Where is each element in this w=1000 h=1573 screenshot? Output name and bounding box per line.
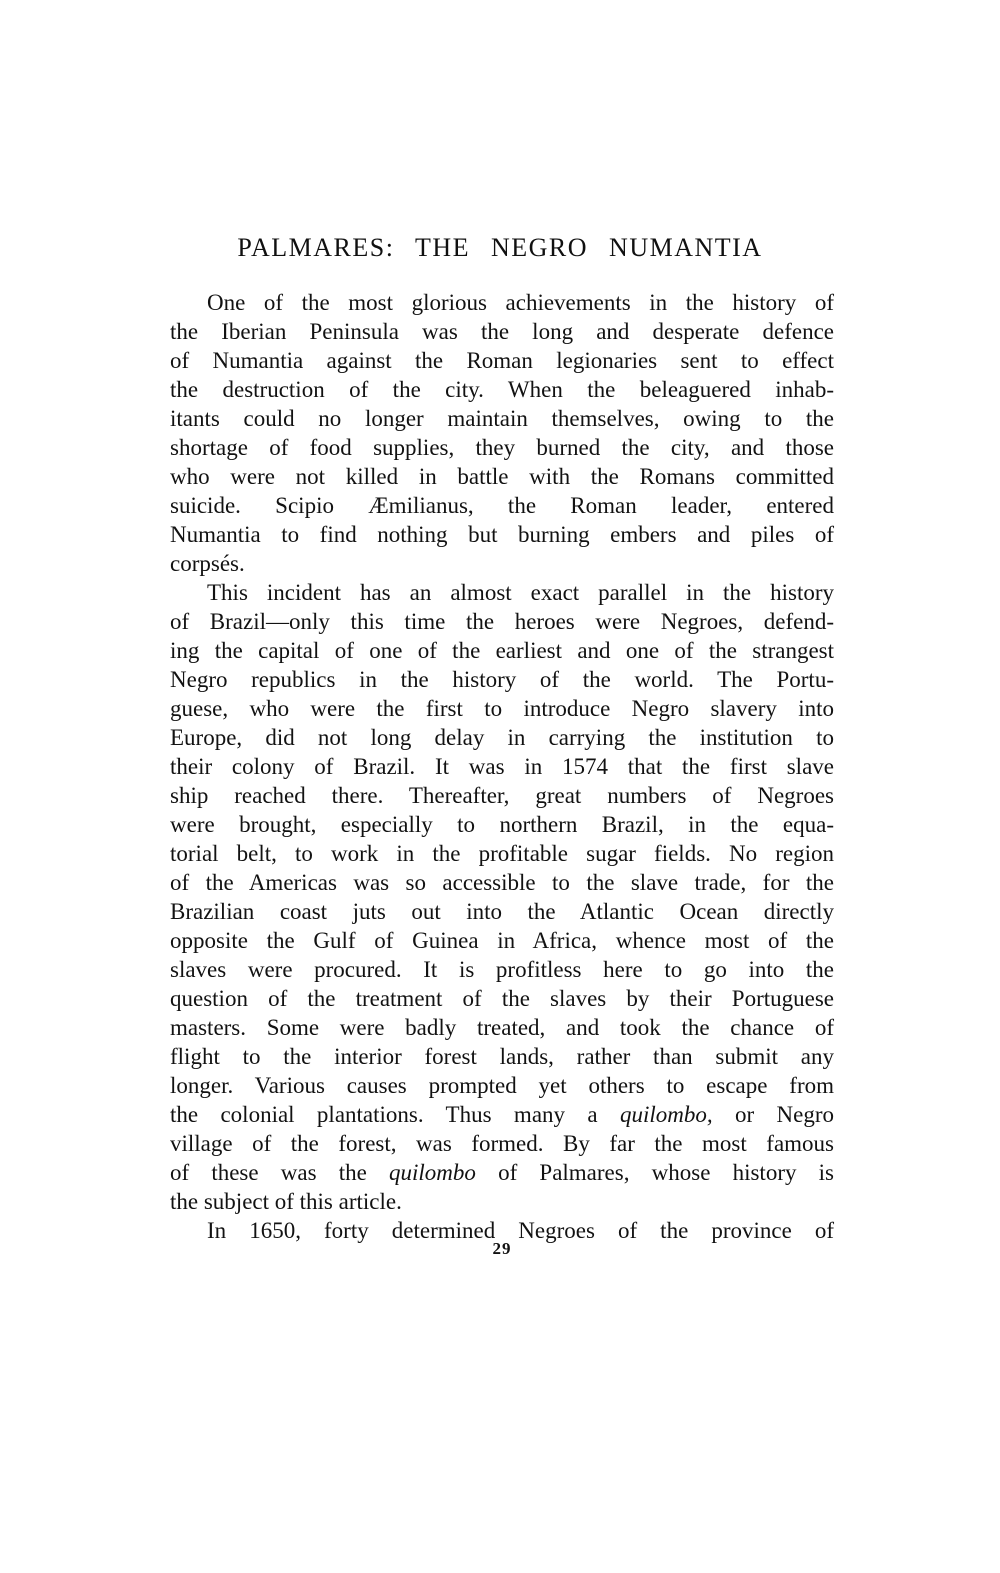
text-line: Europe, did not long delay in carrying the institution to: [170, 725, 834, 750]
text-line: masters. Some were badly treated, and took the chance of: [170, 1015, 834, 1040]
text-line: who were not killed in battle with the Romans committed: [170, 464, 834, 489]
text-line: of Numantia against the Roman legionaries sent to effect: [170, 348, 834, 373]
text-line: corpsés.: [170, 551, 245, 576]
text-line: One of the most glorious achievements in the history of: [207, 290, 834, 315]
text-line: Brazilian coast juts out into the Atlantic Ocean directly: [170, 899, 834, 924]
text-line: village of the forest, was formed. By far the most famous: [170, 1131, 834, 1156]
text-line: the destruction of the city. When the beleaguered inhab-: [170, 377, 834, 402]
text-line: ing the capital of one of the earliest and one of the strangest: [170, 638, 834, 663]
article-title: PALMARES: THE NEGRO NUMANTIA: [237, 233, 763, 262]
text-line: This incident has an almost exact parallel in the history: [207, 580, 834, 605]
text-line: In 1650, forty determined Negroes of the province of: [207, 1218, 834, 1243]
text-line: slaves were procured. It is profitless here to go into the: [170, 957, 834, 982]
text-line: of these was the quilombo of Palmares, whose history is: [170, 1160, 834, 1185]
text-line: Negro republics in the history of the world. The Portu-: [170, 667, 834, 692]
text-line: their colony of Brazil. It was in 1574 that the first slave: [170, 754, 834, 779]
text-line: ship reached there. Thereafter, great numbers of Negroes: [170, 783, 834, 808]
text-line: itants could no longer maintain themselves, owing to the: [170, 406, 834, 431]
text-line: of the Americas was so accessible to the slave trade, for the: [170, 870, 834, 895]
text-line: the Iberian Peninsula was the long and desperate defence: [170, 319, 834, 344]
text-line: of Brazil—only this time the heroes were Negroes, defend-: [170, 609, 834, 634]
text-line: the subject of this article.: [170, 1189, 402, 1214]
text-line: guese, who were the first to introduce Negro slavery into: [170, 696, 834, 721]
page-number: 29: [492, 1239, 512, 1258]
text-line: Numantia to find nothing but burning embers and piles of: [170, 522, 834, 547]
text-line: suicide. Scipio Æmilianus, the Roman leader, entered: [170, 493, 834, 518]
text-line: question of the treatment of the slaves by their Portuguese: [170, 986, 834, 1011]
text-line: shortage of food supplies, they burned the city, and those: [170, 435, 834, 460]
text-line: torial belt, to work in the profitable sugar fields. No region: [170, 841, 834, 866]
text-line: longer. Various causes prompted yet others to escape from: [170, 1073, 834, 1098]
text-line: were brought, especially to northern Brazil, in the equa-: [170, 812, 834, 837]
text-line: flight to the interior forest lands, rather than submit any: [170, 1044, 834, 1069]
text-line: opposite the Gulf of Guinea in Africa, whence most of the: [170, 928, 834, 953]
article-body: [170, 288, 834, 1245]
text-line: the colonial plantations. Thus many a quilombo, or Negro: [170, 1102, 834, 1127]
